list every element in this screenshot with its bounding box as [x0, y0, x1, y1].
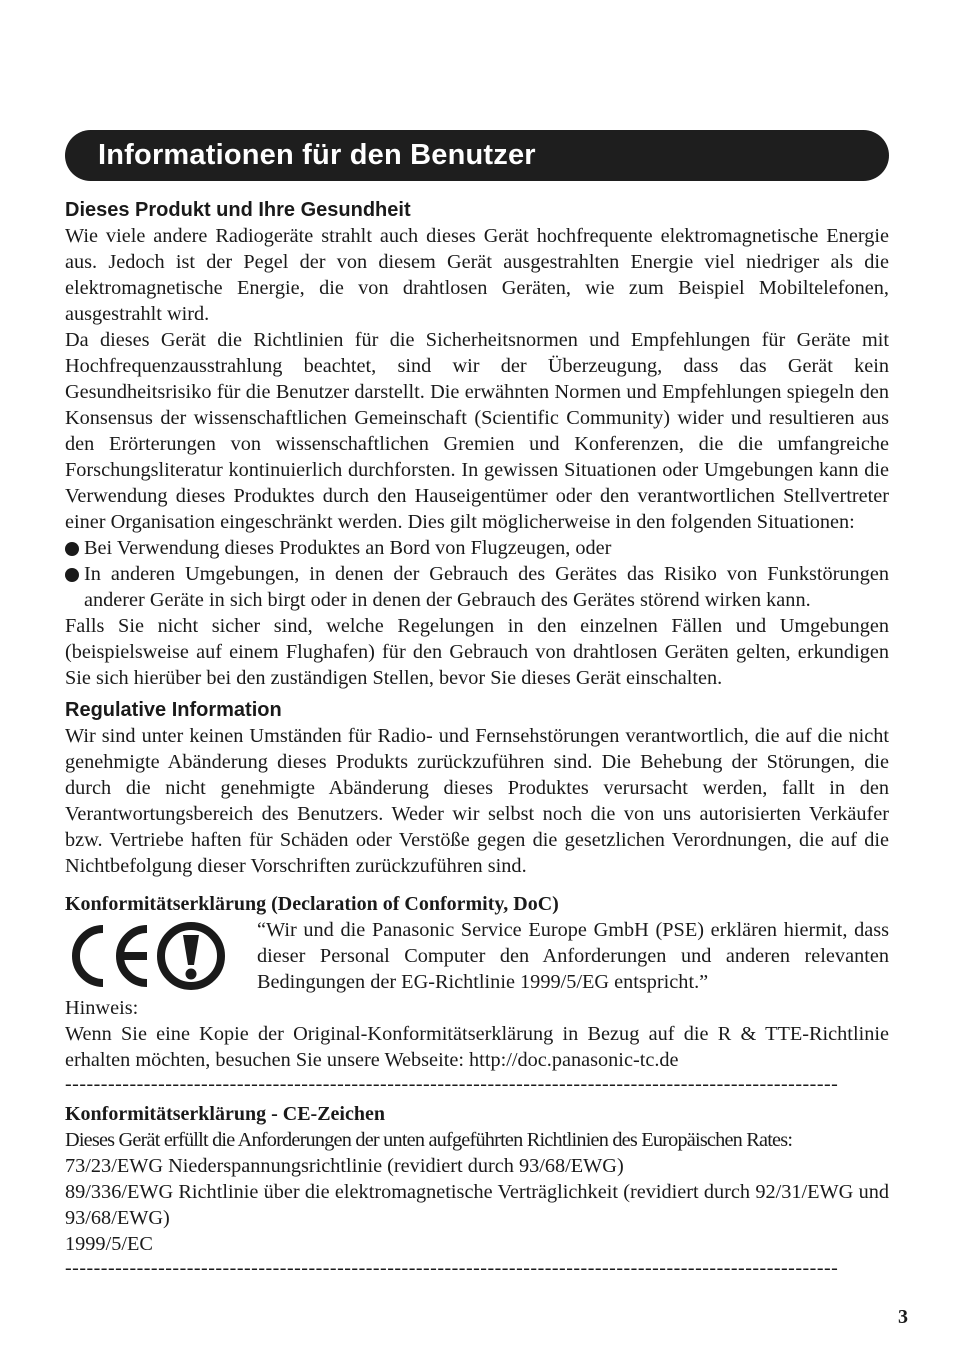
- doc-quote: “Wir und die Panasonic Service Europe GmbH (PSE) erklären hiermit, dass dieser Personal Computer den Anforderungen und anderen relevanten Bedingungen der EG-Richtlinie 1999/5/EG entspricht.”: [257, 919, 889, 993]
- bullet-icon: [65, 542, 79, 556]
- doc-row: [65, 917, 889, 995]
- health-paragraph-1: Wie viele andere Radiogeräte strahlt auch dieses Gerät hochfrequente elektromagnetische Energie aus. Jedoch ist der Pegel der von diesem Gerät ausgestrahlten Energie viel niedriger als die elektromagnetische Energie, die von drahtlosen Geräten, wie zum Beispiel Mobiltelefonen, ausgestrahlt wird.: [65, 225, 889, 325]
- health-section: [65, 197, 889, 691]
- main-content: [65, 197, 889, 1279]
- health-paragraph-3: Falls Sie nicht sicher sind, welche Regelungen in den einzelnen Fällen und Umgebungen (beispielsweise auf einem Flughafen) für den Gebrauch von drahtlosen Geräten gelten, erkundigen Sie sich hierüber bei den zuständigen Stellen, bevor Sie dieses Gerät einschalten.: [65, 615, 889, 689]
- regulative-paragraph: Wir sind unter keinen Umständen für Radio- und Fernsehstörungen verantwortlich, die auf die nicht genehmigte Abänderung dieses Produkts zurückzuführen sind. Die Behebung der Störungen, die durch die nicht genehmigte Abänderung dieses Produktes verursacht werden, fallt in den Verantwortungsbereich des Benutzers. Weder wir selbst noch die von uns autorisierten Verkäufer bzw. Vertriebe haften für Schäden oder Verstöße gegen die gesetzlichen Verordnungen, die auf die Nichtbefolgung dieser Vorschriften zurückzuführen sind.: [65, 725, 889, 877]
- list-item: [65, 535, 889, 561]
- directive-line: 73/23/EWG Niederspannungsrichtlinie (revidiert durch 93/68/EWG): [65, 1155, 624, 1177]
- ce-mark-intro: Dieses Gerät erfüllt die Anforderungen der unten aufgeführten Richtlinien des Europäischen Rates:: [65, 1129, 793, 1151]
- directive-line: 89/336/EWG Richtlinie über die elektromagnetische Verträglichkeit (revidiert durch 92/31/EWG und 93/68/EWG): [65, 1181, 889, 1229]
- doc-section: [65, 891, 889, 1073]
- health-heading: Dieses Produkt und Ihre Gesundheit: [65, 199, 411, 221]
- doc-heading: Konformitätserklärung (Declaration of Conformity, DoC): [65, 893, 559, 915]
- health-paragraph-2: Da dieses Gerät die Richtlinien für die Sicherheitsnormen und Empfehlungen für Geräte mit Hochfrequenzausstrahlung beachtet, sind wir der Überzeugung, dass das Gerät kein Gesundheitsrisiko für die Benutzer darstellt. Die erwähnten Normen und Empfehlungen spiegeln den Konsensus der wissenschaftlichen Gemeinschaft (Scientific Community) wider und resultieren aus den Erörterungen von wissenschaftlichen Gremien und Konferenzen, die die umfangreiche Forschungsliteratur kontinuierlich durchforsten. In gewissen Situationen oder Umgebungen kann die Verwendung dieses Produktes durch den Hauseigentümer oder den verantwortlichen Stellvertreter einer Organisation eingeschränkt werden. Dies gilt möglicherweise in den folgenden Situationen:: [65, 329, 889, 533]
- regulative-section: [65, 697, 889, 879]
- bullet-icon: [65, 568, 79, 582]
- page-title-banner: [65, 130, 889, 181]
- list-item: [65, 561, 889, 613]
- list-item-text: Bei Verwendung dieses Produktes an Bord von Flugzeugen, oder: [84, 537, 612, 559]
- ce-mark-heading: Konformitätserklärung - CE-Zeichen: [65, 1103, 385, 1125]
- directive-line: 1999/5/EC: [65, 1233, 153, 1255]
- list-item-text: In anderen Umgebungen, in denen der Gebrauch des Gerätes das Risiko von Funkstörungen anderer Geräte in sich birgt oder in denen der Gebrauch des Gerätes störend wirken kann.: [84, 563, 889, 611]
- ce-alert-logo-icon: [67, 919, 229, 993]
- regulative-heading: Regulative Information: [65, 699, 282, 721]
- note-label: Hinweis:: [65, 997, 139, 1019]
- ce-mark-section: [65, 1101, 889, 1257]
- separator: ------------------------------------------------------------------------------------------------------------: [65, 1257, 839, 1279]
- page-title: Informationen für den Benutzer: [98, 139, 536, 171]
- separator: ------------------------------------------------------------------------------------------------------------: [65, 1073, 839, 1095]
- note-text: Wenn Sie eine Kopie der Original-Konformitätserklärung in Bezug auf die R & TTE-Richtlinie erhalten möchten, besuchen Sie unsere Webseite: http://doc.panasonic-tc.de: [65, 1023, 889, 1071]
- page-number: 3: [898, 1306, 908, 1328]
- situation-list: [65, 535, 889, 613]
